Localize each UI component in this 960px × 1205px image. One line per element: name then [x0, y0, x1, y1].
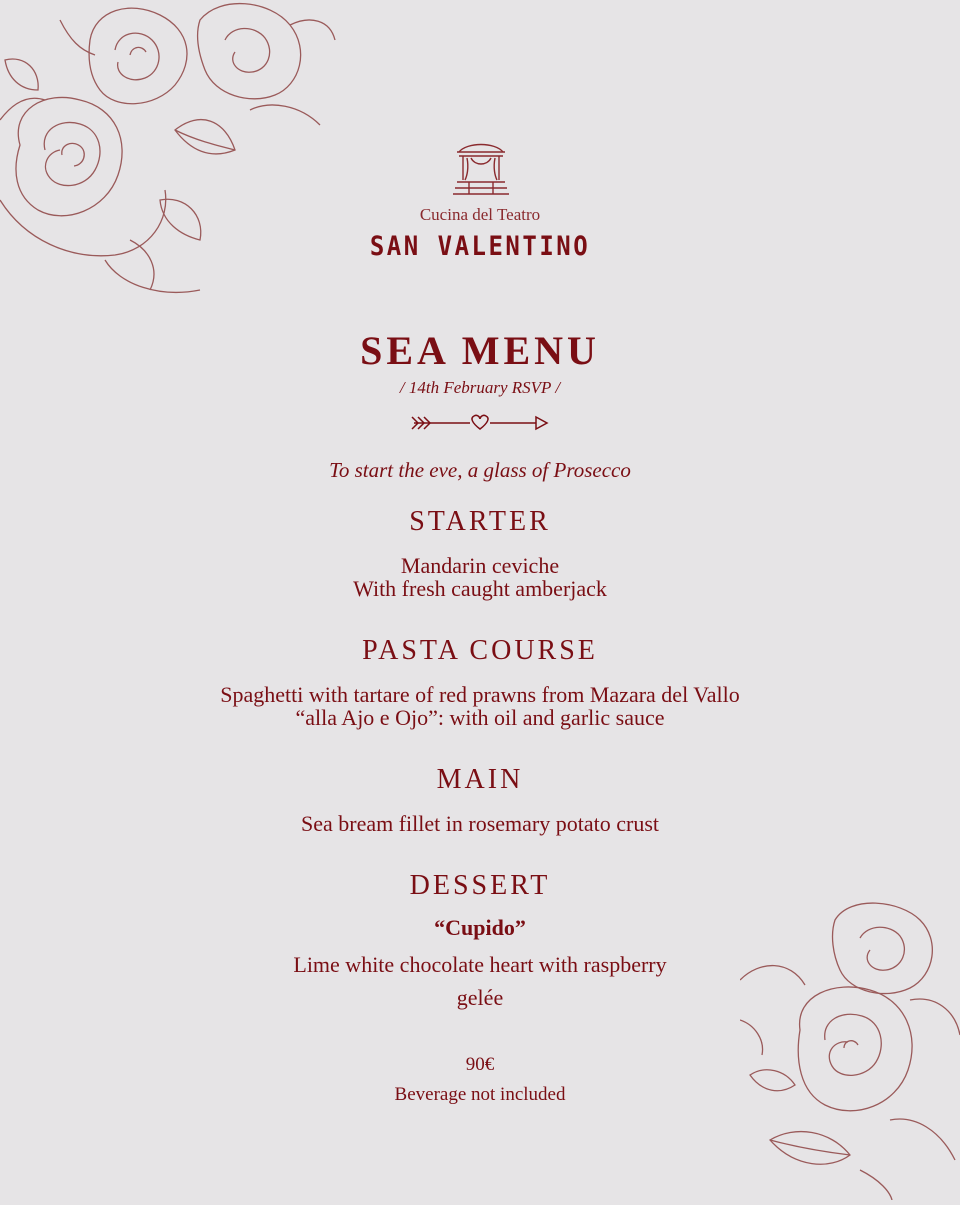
- starter-line-1: Mandarin ceviche: [400, 553, 560, 578]
- theater-building-icon: [453, 140, 509, 202]
- price-note: Beverage not included: [394, 1084, 566, 1105]
- menu-title: SEA MENU: [360, 328, 600, 373]
- restaurant-name: Cucina del Teatro: [419, 205, 541, 224]
- section-heading-dessert: DESSERT: [409, 870, 551, 901]
- section-heading-starter: STARTER: [409, 506, 551, 537]
- intro-text: To start the eve, a glass of Prosecco: [329, 458, 631, 482]
- event-name: SAN VALENTINO: [369, 230, 591, 262]
- dessert-line-2: gelée: [456, 985, 504, 1010]
- section-heading-pasta-course: PASTA COURSE: [362, 635, 598, 666]
- dessert-line-1: Lime white chocolate heart with raspberry: [293, 952, 667, 977]
- menu-subtitle: / 14th February RSVP /: [399, 378, 561, 397]
- main-line-1: Sea bream fillet in rosemary potato crust: [301, 811, 659, 836]
- pasta-line-1: Spaghetti with tartare of red prawns from Mazara del Vallo: [220, 682, 740, 707]
- starter-line-2: With fresh caught amberjack: [353, 576, 607, 601]
- section-heading-main: MAIN: [436, 764, 524, 795]
- price: 90€: [465, 1054, 495, 1075]
- dessert-name: “Cupido”: [434, 915, 526, 940]
- arrow-heart-icon: [410, 412, 550, 434]
- pasta-line-2: “alla Ajo e Ojo”: with oil and garlic sauce: [295, 705, 665, 730]
